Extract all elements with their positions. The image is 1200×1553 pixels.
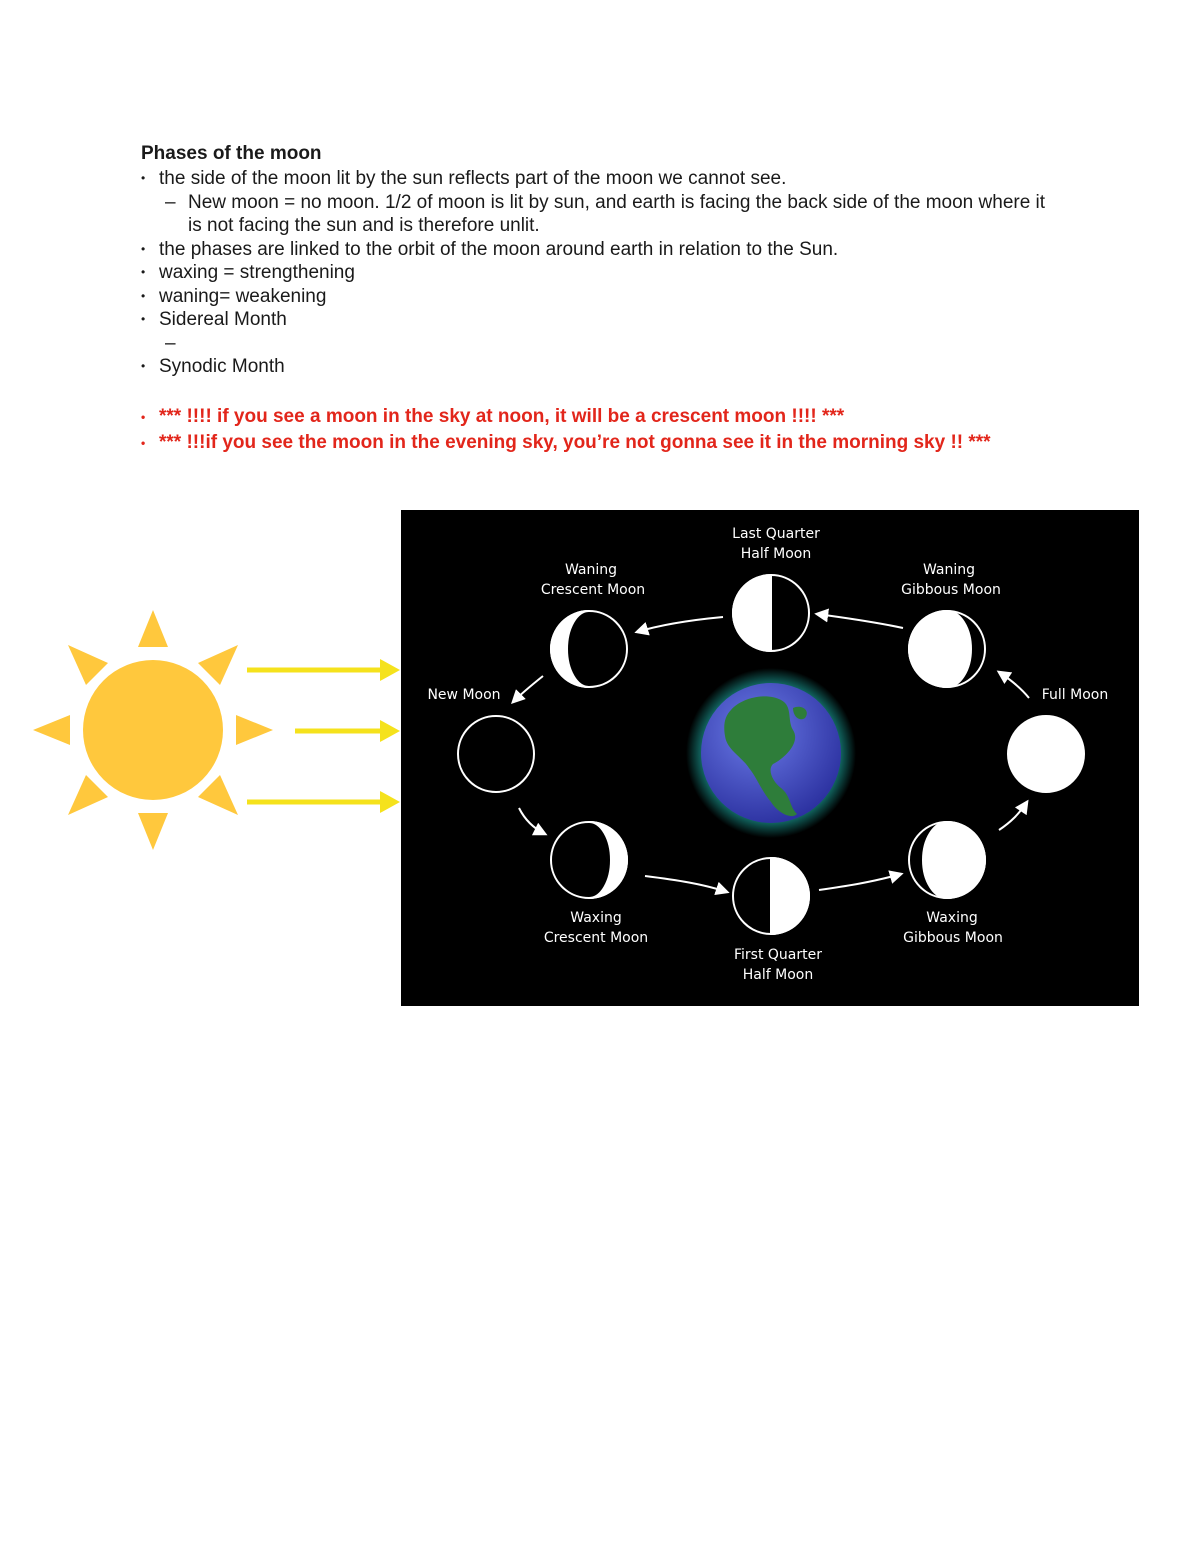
- bullet-sidereal-month: • Sidereal Month: [141, 308, 1061, 332]
- sunlight-arrow-top-head: [380, 659, 400, 681]
- moon-full-icon: [1008, 716, 1084, 792]
- sun-ray-top-right: [198, 645, 238, 685]
- orbit-arrow-firstq-to-waxgib: [819, 874, 901, 890]
- notes-section: [141, 141, 1061, 456]
- label-waxing-gibbous-line1: Waxing: [926, 910, 978, 926]
- label-waning-crescent-line2: Crescent Moon: [540, 582, 646, 598]
- label-waxing-crescent-line2: Crescent Moon: [543, 930, 649, 946]
- sub-bullet-new-moon: – New moon = no moon. 1/2 of moon is lit by sun, and earth is facing the back side of the moon where it is not facing the sun and is therefore unlit.: [141, 191, 1061, 238]
- sunlight-arrow-middle-head: [380, 720, 400, 742]
- label-last-quarter-line1: Last Quarter: [732, 526, 820, 542]
- notes-title: Phases of the moon: [141, 143, 322, 164]
- sunlight-arrows: [240, 650, 410, 820]
- bullet-moon-lit-side: • the side of the moon lit by the sun reflects part of the moon we cannot see.: [141, 167, 1061, 191]
- sun-ray-top-left: [68, 645, 108, 685]
- moon-first-quarter-icon: [733, 858, 809, 934]
- label-waxing-gibbous-line2: Gibbous Moon: [903, 930, 1003, 946]
- label-waxing-crescent-line1: Waxing: [570, 910, 622, 926]
- orbit-arrow-wancres-to-new: [513, 676, 543, 702]
- label-waning-crescent-line1: Waning: [564, 562, 618, 578]
- earth-icon: [686, 668, 856, 838]
- red-note-noon-crescent: • *** !!!! if you see a moon in the sky at noon, it will be a crescent moon !!!! ***: [141, 404, 1061, 430]
- orbit-arrow-lastq-to-wancres: [637, 617, 723, 632]
- notes-list: [141, 167, 1061, 456]
- bullet-synodic-month: • Synodic Month: [141, 355, 1061, 379]
- label-full-moon: Full Moon: [1041, 687, 1109, 703]
- sun-ray-bottom: [138, 813, 168, 850]
- label-new-moon: New Moon: [427, 687, 501, 703]
- moon-waning-crescent-icon: [551, 611, 627, 687]
- label-waning-gibbous-line2: Gibbous Moon: [901, 582, 1001, 598]
- bullet-waxing: • waxing = strengthening: [141, 261, 1061, 285]
- moon-last-quarter-icon: [733, 575, 809, 651]
- red-note-evening-morning: • *** !!!if you see the moon in the evening sky, you’re not gonna see it in the morning sky !! ***: [141, 430, 1061, 456]
- orbit-arrow-waxgib-to-full: [999, 802, 1027, 830]
- label-last-quarter-line2: Half Moon: [740, 546, 812, 562]
- label-waning-gibbous-line1: Waning: [922, 562, 976, 578]
- sunlight-arrow-bottom-head: [380, 791, 400, 813]
- sun-ray-left: [33, 715, 70, 745]
- sun-ray-bottom-right: [198, 775, 238, 815]
- sun-ray-bottom-left: [68, 775, 108, 815]
- orbit-arrow-waxcres-to-firstq: [645, 876, 727, 892]
- orbit-arrow-wangib-to-lastq: [817, 614, 903, 628]
- moon-phase-diagram: [401, 510, 1139, 1006]
- bullet-phases-orbit: • the phases are linked to the orbit of the moon around earth in relation to the Sun.: [141, 238, 1061, 262]
- list-spacer: [141, 379, 1061, 404]
- moon-waxing-gibbous-icon: [909, 822, 985, 898]
- moon-waning-gibbous-icon: [909, 611, 985, 687]
- sun-disc: [83, 660, 223, 800]
- bullet-waning: • waning= weakening: [141, 285, 1061, 309]
- label-first-quarter-line1: First Quarter: [734, 947, 822, 963]
- label-first-quarter-line2: Half Moon: [742, 967, 814, 983]
- moon-waxing-crescent-icon: [551, 822, 627, 898]
- orbit-arrow-full-to-wangib: [999, 672, 1029, 698]
- orbit-arrow-new-to-waxcres: [519, 808, 545, 834]
- moon-new-icon: [458, 716, 534, 792]
- sun-ray-top: [138, 610, 168, 647]
- sub-bullet-sidereal-empty: [141, 332, 1061, 356]
